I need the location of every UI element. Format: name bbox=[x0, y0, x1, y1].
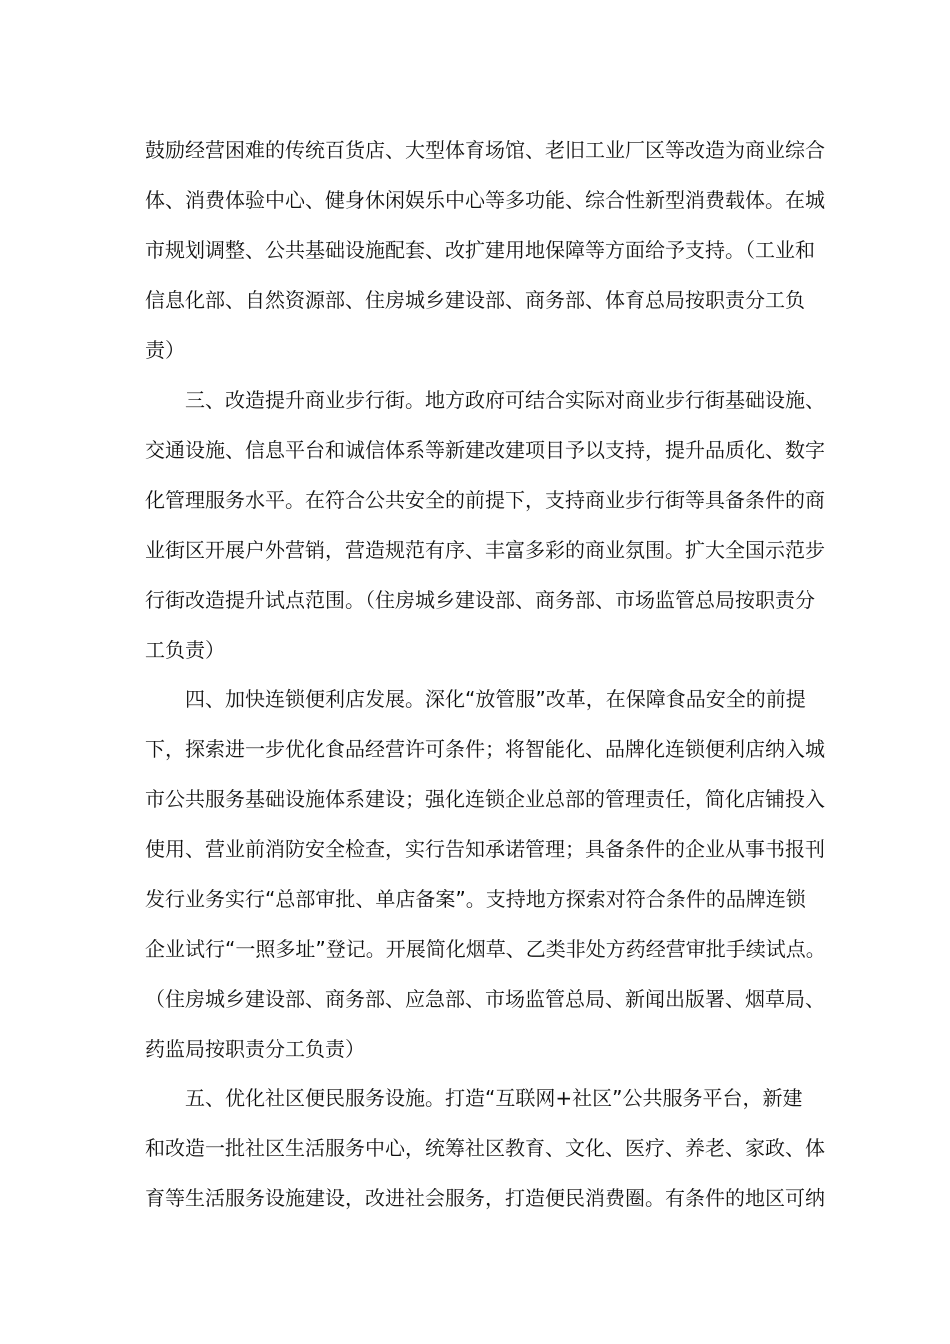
section-3-heading-line: 三、改造提升商业步行街。地方政府可结合实际对商业步行街基础设施、 bbox=[185, 388, 825, 412]
text-line-2: 体、消费体验中心、健身休闲娱乐中心等多功能、综合性新型消费载体。在城 bbox=[145, 188, 825, 212]
text-line-10: 行街改造提升试点范围。（住房城乡建设部、商务部、市场监管总局按职责分 bbox=[145, 588, 815, 612]
text-line-5: 责） bbox=[145, 338, 185, 362]
text-line-22: 育等生活服务设施建设，改进社会服务，打造便民消费圈。有条件的地区可纳 bbox=[145, 1186, 825, 1210]
text-line-13: 下，探索进一步优化食品经营许可条件；将智能化、品牌化连锁便利店纳入城 bbox=[145, 737, 825, 761]
section-5-heading-line: 五、优化社区便民服务设施。打造“互联网+社区”公共服务平台，新建 bbox=[185, 1086, 803, 1110]
text-line-14: 市公共服务基础设施体系建设；强化连锁企业总部的管理责任，简化店铺投入 bbox=[145, 787, 825, 811]
text-line-8: 化管理服务水平。在符合公共安全的前提下，支持商业步行街等具备条件的商 bbox=[145, 488, 825, 512]
text-line-16: 发行业务实行“总部审批、单店备案”。支持地方探索对符合条件的品牌连锁 bbox=[145, 887, 806, 911]
text-line-18: （住房城乡建设部、商务部、应急部、市场监管总局、新闻出版署、烟草局、 bbox=[145, 987, 825, 1011]
section-4-heading-line: 四、加快连锁便利店发展。深化“放管服”改革，在保障食品安全的前提 bbox=[185, 687, 806, 711]
text-line-7: 交通设施、信息平台和诚信体系等新建改建项目予以支持，提升品质化、数字 bbox=[145, 438, 825, 462]
text-line-1: 鼓励经营困难的传统百货店、大型体育场馆、老旧工业厂区等改造为商业综合 bbox=[145, 138, 825, 162]
text-line-15: 使用、营业前消防安全检查，实行告知承诺管理；具备条件的企业从事书报刊 bbox=[145, 837, 825, 861]
text-line-3: 市规划调整、公共基础设施配套、改扩建用地保障等方面给予支持。（工业和 bbox=[145, 238, 815, 262]
text-line-19: 药监局按职责分工负责） bbox=[145, 1037, 365, 1061]
text-line-21: 和改造一批社区生活服务中心，统筹社区教育、文化、医疗、养老、家政、体 bbox=[145, 1136, 825, 1160]
text-line-4: 信息化部、自然资源部、住房城乡建设部、商务部、体育总局按职责分工负 bbox=[145, 288, 805, 312]
text-line-11: 工负责） bbox=[145, 638, 225, 662]
text-line-9: 业街区开展户外营销，营造规范有序、丰富多彩的商业氛围。扩大全国示范步 bbox=[145, 538, 825, 562]
text-line-17: 企业试行“一照多址”登记。开展简化烟草、乙类非处方药经营审批手续试点。 bbox=[145, 937, 826, 961]
